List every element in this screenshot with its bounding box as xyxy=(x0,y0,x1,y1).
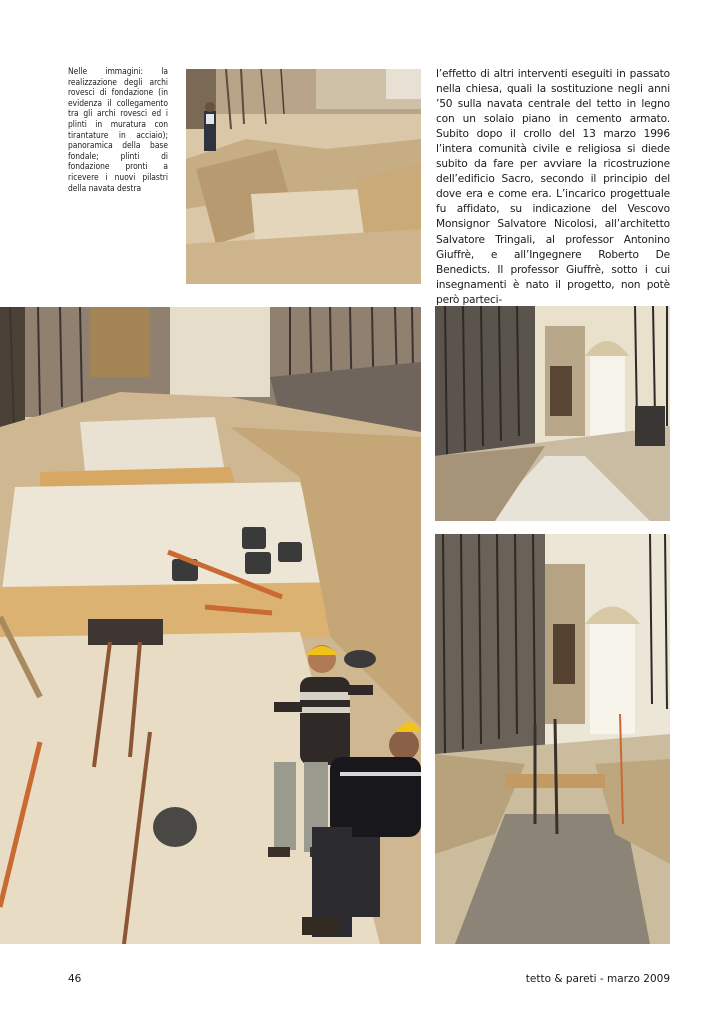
photo-caption: Nelle immagini: la realizzazione degli archi rovesci di fondazione (in evidenza il collegamento tra gli archi rovesci ed i plinti in muratura con tirantature in acciaio); panoramica della base fondale; plinti di fondazione pronti a ricevere i nuovi pilastri della navata destra xyxy=(68,66,168,193)
publication-footer: tetto & pareti - marzo 2009 xyxy=(525,973,670,985)
photo-plinths-right-nave xyxy=(435,534,670,944)
page-number: 46 xyxy=(68,973,82,985)
article-body-text: l’effetto di altri interventi eseguiti in passato nella chiesa, quali la sostituzione negli anni ’50 sulla navata centrale del tetto in legno con un solaio piano in cemento armato. Subito dopo il crollo del 13 marzo 1996 l’intera comunità civile e religiosa si diede subito da fare per avviare la ricostruzione dell’edificio Sacro, secondo il principio del dove era e come era. L’incarico progettuale fu affidato, su indicazione del Vescovo Monsignor Salvatore Nicolosi, all’architetto Salvatore Tringali, al professor Antonino Giuffrè, e all’Ingegnere Roberto De Benedicts. Il professor Giuffrè, sotto i cui insegnamenti è nato il progetto, non potè però parteci- xyxy=(436,68,670,306)
photo-foundation-arches xyxy=(186,69,421,284)
photo-panoramic-nave xyxy=(435,306,670,521)
photo-foundation-base-workers xyxy=(0,307,421,944)
